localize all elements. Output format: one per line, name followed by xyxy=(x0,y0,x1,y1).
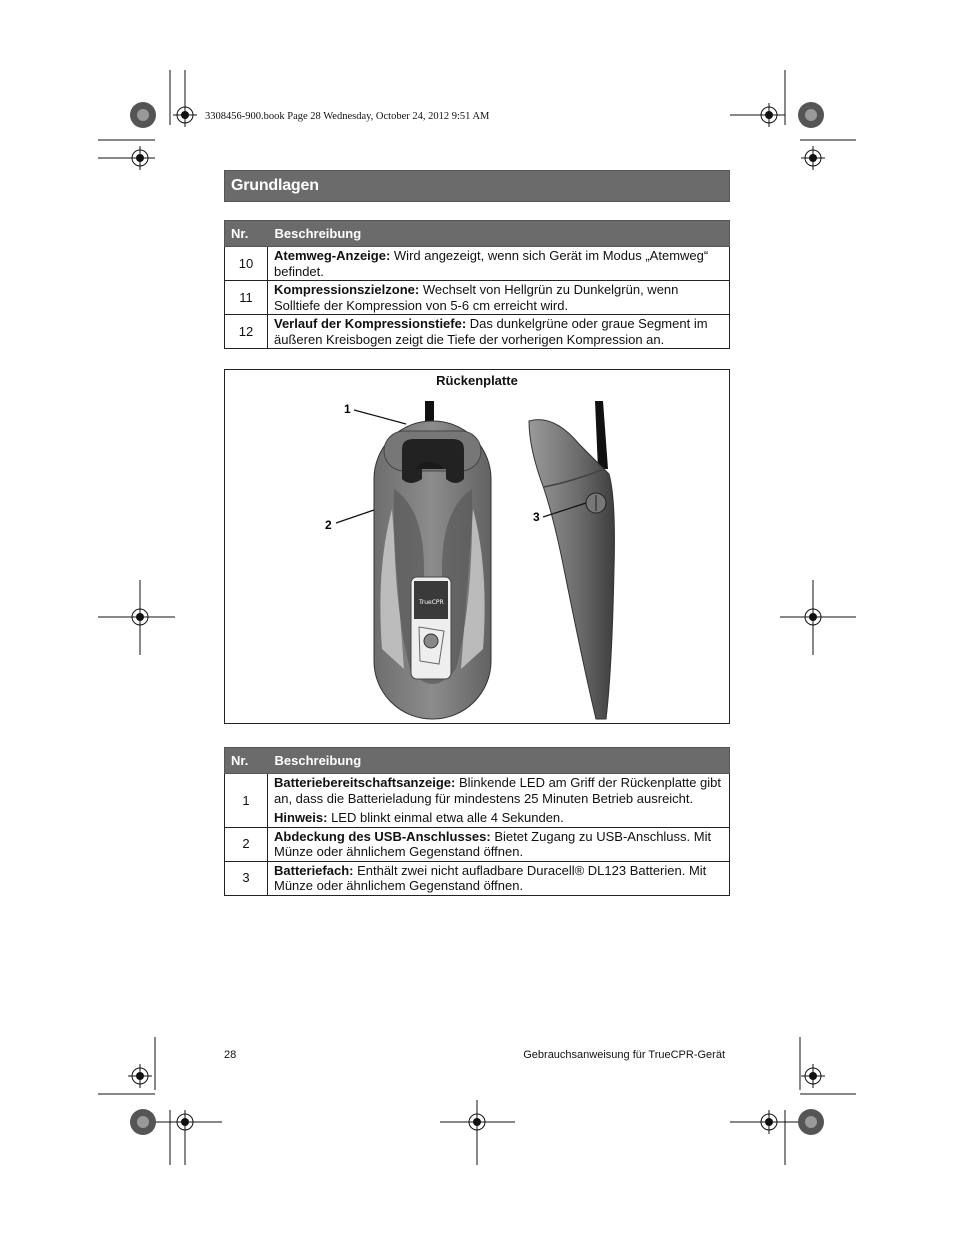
note-term: Hinweis: xyxy=(274,810,328,825)
column-header-description: Beschreibung xyxy=(268,221,730,247)
row-term: Atemweg-Anzeige: xyxy=(274,248,391,263)
page-number: 28 xyxy=(224,1049,237,1061)
table-row xyxy=(225,861,730,895)
callout-1: 1 xyxy=(344,402,351,416)
column-header-nr: Nr. xyxy=(225,221,268,247)
column-header-nr: Nr. xyxy=(225,748,268,774)
row-text: Das dunkelgrüne oder graue Segment im äußeren Kreisbogen zeigt die Tiefe der vorherigen Kompression an. xyxy=(274,316,708,347)
row-text: Wird angezeigt, wenn sich Gerät im Modus „Atemweg“ befindet. xyxy=(274,248,709,279)
row-text: Enthält zwei nicht aufladbare Duracell® DL123 Batterien. Mit Münze oder ähnlichem Gegenstand öffnen. xyxy=(274,862,707,893)
row-term: Verlauf der Kompressionstiefe: xyxy=(274,316,467,331)
row-note xyxy=(274,810,724,826)
row-description xyxy=(268,774,730,828)
table-row xyxy=(225,827,730,861)
table-header-row xyxy=(225,748,730,774)
section-title: Grundlagen xyxy=(231,177,319,194)
row-text: Blinkende LED am Griff der Rückenplatte gibt an, dass die Batterieladung für mindestens 25 Minuten Betrieb ausreicht. xyxy=(274,775,722,806)
row-description xyxy=(268,247,730,281)
footer-title: Gebrauchsanweisung für TrueCPR-Gerät xyxy=(523,1049,725,1061)
row-number: 3 xyxy=(225,861,268,895)
back-plate-side-view xyxy=(529,401,614,719)
back-plate-front-view xyxy=(374,401,491,719)
table-header-row xyxy=(225,221,730,247)
row-number: 11 xyxy=(225,281,268,315)
row-text: Wechselt von Hellgrün zu Dunkelgrün, wenn Solltiefe der Kompression von 5-6 cm erreicht wird. xyxy=(274,282,679,313)
row-term: Batteriefach: xyxy=(274,862,354,878)
row-number: 10 xyxy=(225,247,268,281)
row-description xyxy=(268,827,730,861)
description-table-2 xyxy=(224,747,730,896)
row-number: 1 xyxy=(225,774,268,828)
column-header-description: Beschreibung xyxy=(268,748,730,774)
table-row xyxy=(225,281,730,315)
row-description xyxy=(268,315,730,349)
row-description xyxy=(268,281,730,315)
section-header xyxy=(224,170,730,202)
description-table-1 xyxy=(224,220,730,349)
row-term: Batteriebereitschaftsanzeige: xyxy=(274,775,456,790)
print-header: 3308456-900.book Page 28 Wednesday, October 24, 2012 9:51 AM xyxy=(205,111,490,122)
table-row xyxy=(225,247,730,281)
row-term: Abdeckung des USB-Anschlusses: xyxy=(274,828,491,844)
callout-2: 2 xyxy=(325,518,332,532)
table-row xyxy=(225,315,730,349)
callout-3: 3 xyxy=(533,510,540,524)
row-term: Kompressionszielzone: xyxy=(274,282,420,297)
row-description xyxy=(268,861,730,895)
row-number: 12 xyxy=(225,315,268,349)
row-number: 2 xyxy=(225,827,268,861)
note-text: LED blinkt einmal etwa alle 4 Sekunden. xyxy=(327,810,564,825)
row-text: Bietet Zugang zu USB-Anschluss. Mit Münze oder ähnlichem Gegenstand öffnen. xyxy=(274,828,712,859)
back-plate-illustration xyxy=(224,369,730,724)
table-row xyxy=(225,774,730,828)
figure-title: Rückenplatte xyxy=(436,373,518,388)
device-logo: TrueCPR xyxy=(419,599,444,606)
